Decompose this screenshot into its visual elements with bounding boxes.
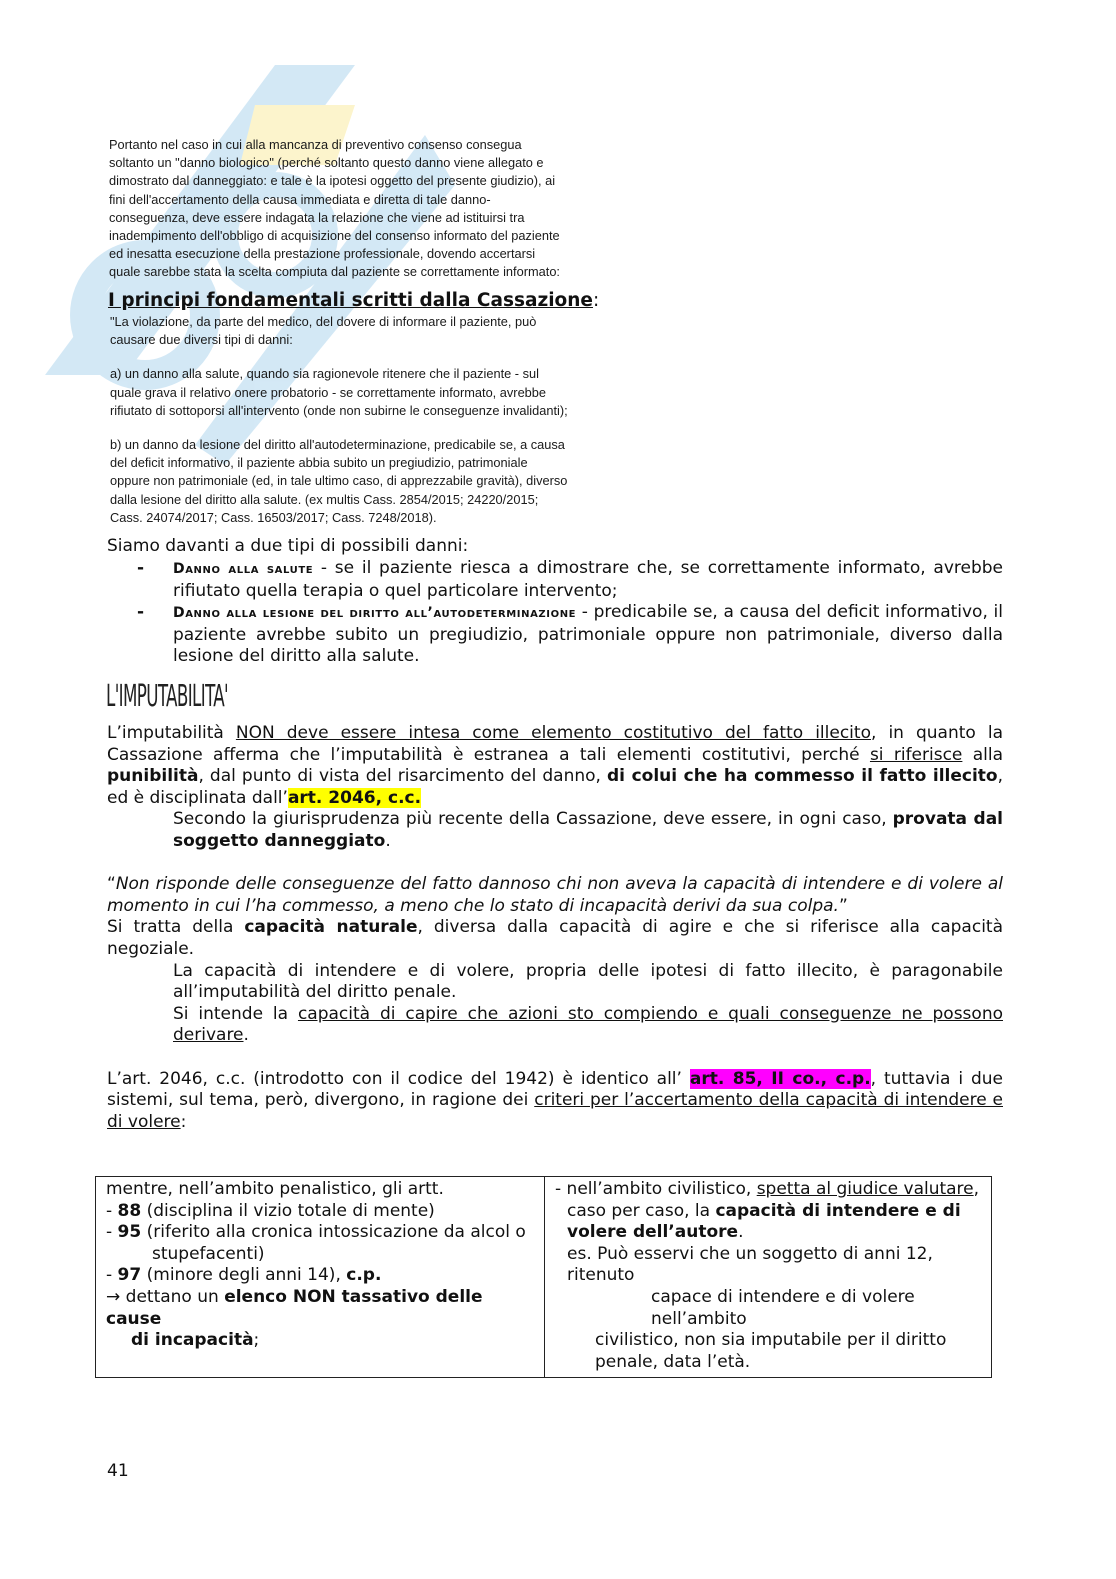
- cassazione-heading-colon: :: [592, 290, 600, 311]
- page-number: 41: [107, 1461, 129, 1481]
- scan-line: a) un danno alla salute, quando sia ragionevole ritenere che il paziente - sul: [110, 366, 539, 382]
- scanned-excerpt-2: [110, 313, 650, 527]
- paragraph: L’art. 2046, c.c. (introdotto con il codice del 1942) è identico all’ art. 85, II co., c.p., tuttavia i due sistemi, sul tema, però, divergono, in ragione dei criteri per l’accertamento della capacità di intendere e di volere:: [107, 1068, 1003, 1132]
- scan-line: causare due diversi tipi di danni:: [110, 332, 293, 348]
- scan-line: Cass. 24074/2017; Cass. 16503/2017; Cass. 7248/2018).: [110, 509, 437, 525]
- scan-line: dalla lesione del diritto alla salute. (ex multis Cass. 2854/2015; 24220/2015;: [110, 491, 539, 507]
- paragraph: La capacità di intendere e di volere, propria delle ipotesi di fatto illecito, è paragonabile all’imputabilità del diritto penale.: [173, 960, 1003, 1003]
- scan-line: dimostrato dal danneggiato: e tale è la ipotesi oggetto del presente giudizio), ai: [109, 173, 556, 189]
- quote: “Non risponde delle conseguenze del fatto dannoso chi non aveva la capacità di intendere e di volere al momento in cui l’ha commesso, a meno che lo stato di incapacità derivi da sua colpa.”: [107, 874, 1003, 916]
- scan-line: ed inesatta esecuzione della prestazione professionale, dovendo accertarsi: [109, 246, 536, 262]
- paragraph: L’imputabilità NON deve essere intesa come elemento costitutivo del fatto illecito, in quanto la Cassazione afferma che l’imputabilità è estranea a tali elementi costitutivi, perché si riferisce alla punibilità, dal punto di vista del risarcimento del danno, di colui che ha commesso il fatto illecito, ed è disciplinata dall’art. 2046, c.c.: [107, 723, 1004, 808]
- list-item: - Danno alla lesione del diritto all’autodeterminazione - predicabile se, a causa del deficit informativo, il paziente avrebbe subito un pregiudizio, patrimoniale oppure non patrimoniale, diverso dalla lesione del diritto alla salute.: [137, 602, 1003, 667]
- scan-line: "La violazione, da parte del medico, del dovere di informare il paziente, può: [110, 314, 537, 329]
- scan-line: del deficit informativo, il paziente abbia subito un pregiudizio, patrimoniale: [110, 455, 528, 471]
- danni-intro: [107, 536, 1003, 558]
- scan-line: Portanto nel caso in cui alla mancanza di preventivo consenso consegua: [109, 137, 522, 152]
- paragraph: Si intende la capacità di capire che azioni sto compiendo e quali conseguenze ne possono derivare.: [173, 1003, 1003, 1046]
- table-row: [96, 1177, 992, 1378]
- scan-line: conseguenza, deve essere indagata la relazione che viene ad istituirsi tra: [109, 209, 525, 225]
- comparison-table: [95, 1176, 992, 1378]
- scan-line: soltanto un "danno biologico" (perché soltanto questo danno viene allegato e: [109, 155, 544, 171]
- scan-line: b) un danno da lesione del diritto all'autodeterminazione, predicabile se, a causa: [110, 437, 565, 453]
- scan-line: oppure non patrimoniale (ed, in tale ultimo caso, di apprezzabile gravità), diverso: [110, 473, 568, 489]
- scan-line: inadempimento dell'obbligo di acquisizione del consenso informato del paziente: [109, 228, 560, 244]
- paragraph: Secondo la giurisprudenza più recente della Cassazione, deve essere, in ogni caso, provata dal soggetto danneggiato.: [173, 809, 1003, 851]
- cassazione-heading-text: I principi fondamentali scritti dalla Cassazione: [108, 290, 593, 311]
- table-cell-penale: mentre, nell’ambito penalistico, gli artt. - 88 (disciplina il vizio totale di mente) - 95 (riferito alla cronica intossicazione da alcol o stupefacenti) - 97 (minore degli anni 14), c.p. → dettano un elenco NON tassativo delle cause di incapacità;: [96, 1177, 545, 1378]
- imputabilita-body: [107, 723, 1003, 1133]
- danni-term: Danno alla lesione del diritto all’autodeterminazione: [173, 605, 577, 622]
- scan-line: fini dell'accertamento della causa immediata e diretta di tale danno-: [109, 191, 491, 207]
- table-cell-civile: - nell’ambito civilistico, spetta al giudice valutare, caso per caso, la capacità di intendere e di volere dell’autore. es. Può esservi che un soggetto di anni 12, ritenuto capace di intendere e di volere nell’ambito civilistico, non sia imputabile per il diritto penale, data l’età.: [545, 1177, 992, 1378]
- danni-text: - predicabile se, a causa del deficit informativo, il paziente avrebbe subito un pregiudizio, patrimoniale oppure non patrimoniale, diverso dalla lesione del diritto alla salute.: [173, 602, 1003, 667]
- scan-line: rifiutato di sottoporsi all'intervento (onde non subirne le conseguenze invalidanti);: [110, 402, 568, 418]
- scanned-excerpt-1: [109, 136, 649, 282]
- paragraph: Si tratta della capacità naturale, diversa dalla capacità di agire e che si riferisce alla capacità negoziale.: [107, 917, 1003, 959]
- list-item: - Danno alla salute - se il paziente riesca a dimostrare che, se correttamente informato, avrebbe rifiutato quella terapia o quel particolare intervento;: [137, 558, 1003, 601]
- cassazione-heading: [108, 290, 599, 312]
- article-highlight: art. 2046, c.c.: [287, 787, 422, 808]
- danni-list: [137, 558, 1003, 668]
- danni-intro-text: Siamo davanti a due tipi di possibili danni:: [107, 536, 469, 556]
- danni-term: Danno alla salute: [173, 561, 314, 577]
- section-title: L'IMPUTABILITA': [106, 679, 229, 714]
- scan-line: quale grava il relativo onere probatorio - se correttamente informato, avrebbe: [110, 384, 547, 400]
- article-highlight: art. 85, II co., c.p.: [689, 1068, 871, 1089]
- danni-text: - se il paziente riesca a dimostrare che, se correttamente informato, avrebbe rifiutato quella terapia o quel particolare intervento;: [173, 558, 1003, 601]
- scan-line: quale sarebbe stata la scelta compiuta dal paziente se correttamente informato:: [109, 264, 560, 280]
